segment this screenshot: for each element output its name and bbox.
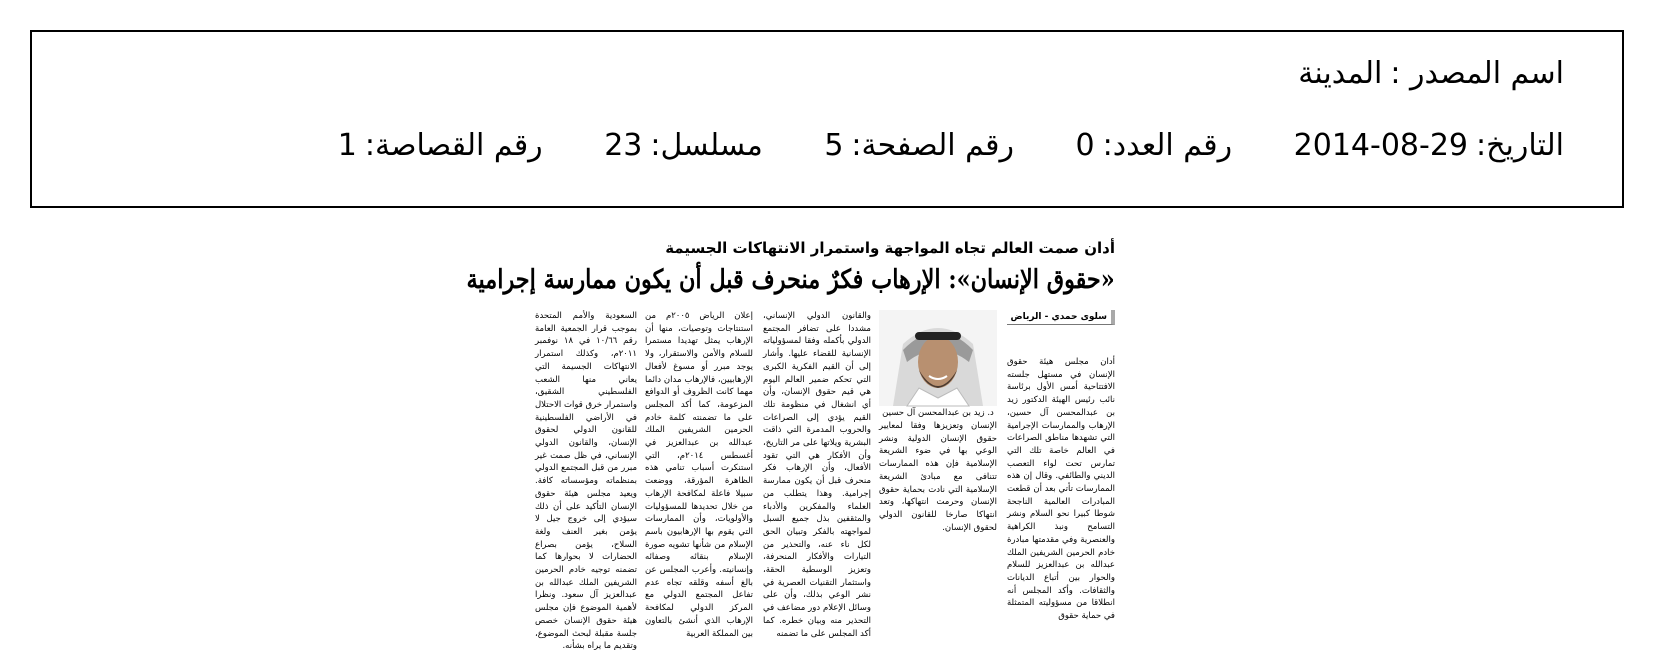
date-label: التاريخ: <box>1476 128 1564 163</box>
meta-row <box>338 126 1564 166</box>
date-value: 2014-08-29 <box>1293 128 1469 163</box>
article-kicker: أدان صمت العالم تجاه المواجهة واستمرار الانتهاكات الجسيمة <box>665 239 1115 257</box>
clipping-header <box>30 30 1624 208</box>
article-column: السعودية والأمم المتحدة بموجب قرار الجمعية العامة رقم ١٠/٦٦ في ١٨ نوفمبر ٢٠١١م، وكذلك استمرار الانتهاكات الجسيمة التي يعاني منها الشعب الفلسطيني الشقيق، واستمرار خرق قوات الاحتلال في الأراضي الفلسطينية للقانون الدولي لحقوق الإنسان، والقانون الدولي الإنساني، في ظل صمت غير مبرر من قبل المجتمع الدولي بمنظماته ومؤسساته كافة. ويعيد مجلس هيئة حقوق الإنسان التأكيد على أن ذلك سيؤدي إلى خروج جيل لا يؤمن بغير العنف ولغة السلاح، يؤمن بصراع الحضارات لا بحوارها كما تضمنه توجيه خادم الحرمين الشريفين الملك عبدالله بن عبدالعزيز آل سعود. ونظرا لأهمية الموضوع فإن مجلس هيئة حقوق الإنسان خصص جلسة مقبلة لبحث الموضوع، وتقديم ما يراه بشأنه. <box>535 311 637 652</box>
issue-value: 0 <box>1075 128 1095 163</box>
article-headline: «حقوق الإنسان»: الإرهاب فكرٌ منحرف قبل أن يكون ممارسة إجرامية <box>466 265 1115 295</box>
clip-label: رقم القصاصة: <box>364 128 543 163</box>
author-photo <box>879 310 997 406</box>
serial-label: مسلسل: <box>650 128 763 163</box>
article-byline: سلوى حمدي - الرياض <box>1007 310 1115 325</box>
page-value: 5 <box>824 128 844 163</box>
portrait-image <box>879 310 997 406</box>
article-column: أدان مجلس هيئة حقوق الإنسان في مستهل جلسته الافتتاحية أمس الأول برئاسة نائب رئيس الهيئة الدكتور زيد بن عبدالمحسن آل حسين، الإرهاب والممارسات الإجرامية التي تشهدها مناطق الصراعات في العالم خاصة تلك التي تمارس تحت لواء التعصب الديني والطائفي. وقال إن هذه الممارسات تأتي بعد أن قطعت المبادرات العالمية الناجحة شوطا كبيرا نحو السلام ونشر التسامح ونبذ الكراهية والعنصرية وفي مقدمتها مبادرة خادم الحرمين الشريفين الملك عبدالله بن عبدالعزيز للسلام والحوار بين أتباع الديانات والثقافات. وأكد المجلس أنه انطلاقا من مسؤوليته المتمثلة في حماية حقوق <box>1007 357 1115 622</box>
newspaper-clipping <box>466 238 1115 652</box>
article-column: إعلان الرياض ٢٠٠٥م من استنتاجات وتوصيات، منها أن الإرهاب يمثل تهديدا مستمرا للسلام والأمن والاستقرار، ولا يوجد مبرر أو مسوغ لأفعال الإرهابيين، فالإرهاب مدان دائما مهما كانت الظروف أو الدوافع المزعومة، كما أكد المجلس على ما تضمنته كلمة خادم الحرمين الشريفين الملك عبدالله بن عبدالعزيز في أغسطس ٢٠١٤م، التي استنكرت أسباب تنامي هذه الظاهرة المؤرقة، ووضعت سبيلا فاعلة لمكافحة الإرهاب من خلال تحديدها للمسؤوليات والأولويات، وأن الممارسات التي يقوم بها الإرهابيون باسم الإسلام من شأنها تشويه صورة الإسلام بنقائه وصفائه وإنسانيته. وأعرب المجلس عن بالغ أسفه وقلقه تجاه عدم تفاعل المجتمع الدولي مع المركز الدولي لمكافحة الإرهاب الذي أنشئ بالتعاون بين المملكة العربية <box>645 311 754 639</box>
article-column: والقانون الدولي الإنساني، مشددا على تضافر المجتمع الدولي بأكمله وفقا لمسؤولياته الإنسانية للقضاء عليها. وأشار إلى أن القيم الفكرية الكبرى التي تحكم ضمير العالم اليوم هي قيم حقوق الإنسان، وأن أي انشغال في منظومة تلك القيم يؤدي إلى الصراعات والحروب المدمرة التي ذاقت البشرية ويلاتها على مر التاريخ، وأن الأفكار هي التي تقود الأفعال، وأن الإرهاب فكر منحرف قبل أن يكون ممارسة إجرامية. وهذا يتطلب من العلماء والمفكرين والأدباء والمثقفين بذل جميع السبل لمواجهته بالفكر وتبيان الحق لكل ناء عنه، والتحذير من التيارات والأفكار المنحرفة، وتعزيز الوسطية الحقة، واستثمار التقنيات العصرية في نشر الوعي بذلك، وأن على وسائل الإعلام دور مضاعف في التحذير منه وبيان خطره. كما أكد المجلس على ما تضمنه <box>763 311 871 639</box>
clip-value: 1 <box>337 128 357 163</box>
source-row <box>1148 54 1564 94</box>
article-column: الإنسان وتعزيزها وفقا لمعايير حقوق الإنسان الدولية ونشر الوعي بها في ضوء الشريعة الإسلامية فإن هذه الممارسات تتنافى مع مبادئ الشريعة الإسلامية التي نادت بحماية حقوق الإنسان وحرمت انتهاكها، وتعد انتهاكا صارخا للقانون الدولي لحقوق الإنسان. <box>879 421 997 533</box>
issue-label: رقم العدد: <box>1102 128 1233 163</box>
photo-caption: د. زيد بن عبدالمحسن آل حسين <box>882 408 994 418</box>
source-value: المدينة <box>1298 56 1383 91</box>
page-label: رقم الصفحة: <box>851 128 1014 163</box>
article-body <box>535 310 1115 652</box>
source-label: اسم المصدر : <box>1390 56 1564 91</box>
serial-value: 23 <box>604 128 643 163</box>
